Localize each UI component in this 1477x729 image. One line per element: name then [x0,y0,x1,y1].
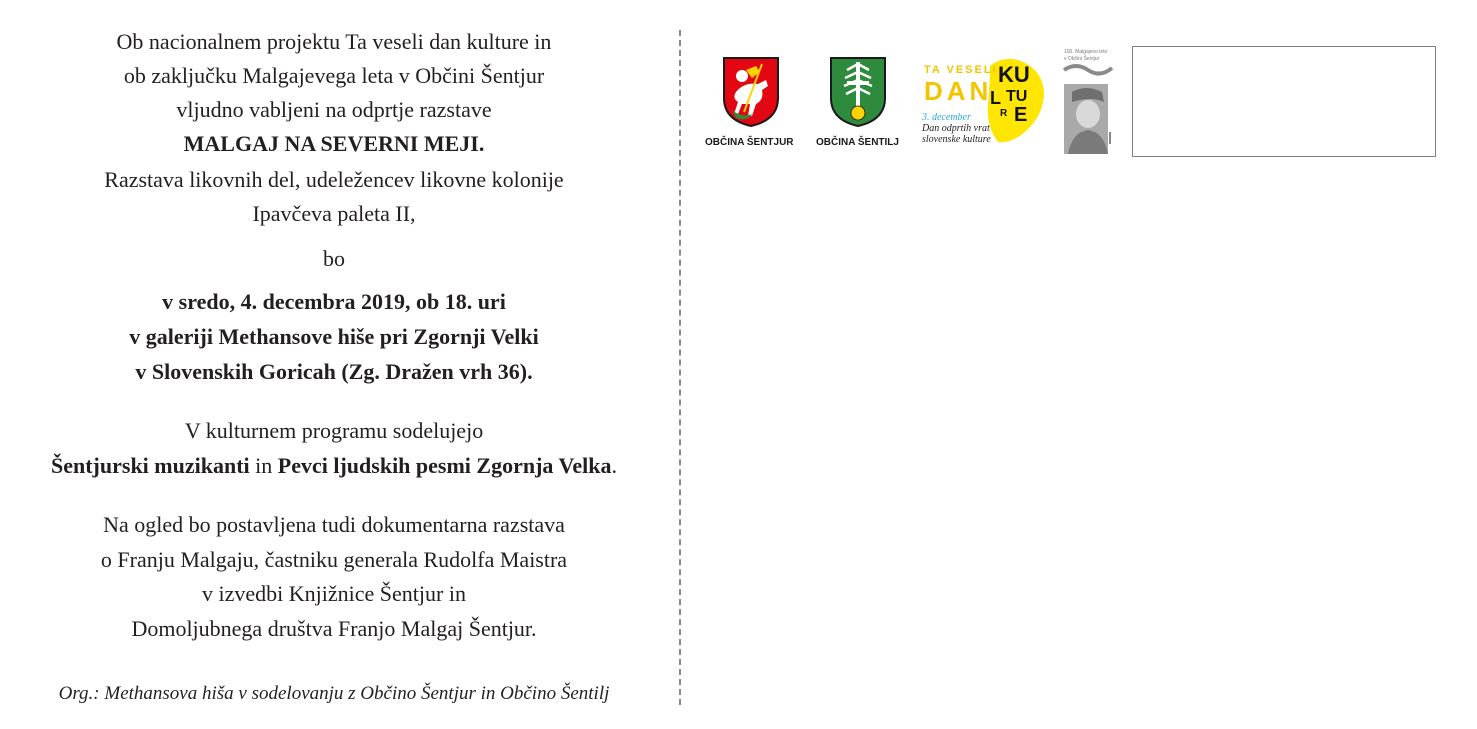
kulture-letters-4: R [1000,108,1008,119]
event-address: v Slovenskih Goricah (Zg. Dražen vrh 36). [135,359,533,384]
performer-2: Pevci ljudskih pesmi Zgornja Velka [277,453,612,478]
sentjur-coat-of-arms-icon [722,56,780,128]
program-performers [0,451,668,481]
malgaj-year-line1: 100. Malgajevo leto [1064,49,1108,55]
sentilj-coat-of-arms-icon [829,56,887,128]
event-venue: v galeriji Methansove hiše pri Zgornji Velki [129,324,539,349]
exhibition-subtitle-2: Ipavčeva paleta II, [252,201,416,226]
program-intro: V kulturnem programu sodelujejo [184,418,484,443]
documentary-line-2: o Franju Malgaju, častniku generala Rudolfa Maistra [100,547,568,572]
performer-end: . [611,453,617,478]
documentary-line-1: Na ogled bo postavljena tudi dokumentarna razstava [103,512,565,537]
performer-1: Šentjurski muzikanti [51,453,250,478]
sentilj-caption: OBČINA ŠENTILJ [816,137,899,148]
organizer-note: Org.: Methansova hiša v sodelovanju z Občino Šentjur in Občino Šentilj [58,683,610,704]
dan-kulture-line1: Dan odprtih vrat [922,123,990,134]
dan-kulture-line2: slovenske kulture [922,134,991,145]
exhibition-subtitle-1: Razstava likovnih del, udeležencev likovne kolonije [104,167,564,192]
malgaj-portrait-icon [1062,62,1114,156]
bo-line: bo [323,246,345,271]
address-box [1132,46,1436,157]
dan-kulture-date: 3. december [922,112,971,123]
ta-veseli-text: TA VESELI [924,64,998,76]
intro-line-3: vljudno vabljeni na odprtje razstave [176,97,492,122]
documentary-line-4: Domoljubnega društva Franjo Malgaj Šentjur. [131,616,537,641]
kulture-letters-5: E [1014,104,1028,126]
intro-line-1: Ob nacionalnem projektu Ta veseli dan kulture in [116,29,552,54]
sentjur-caption: OBČINA ŠENTJUR [705,137,794,148]
documentary-line-3: v izvedbi Knjižnice Šentjur in [202,581,466,606]
malgaj-year-line2: v Občini Šentjur [1064,56,1100,62]
intro-line-2: ob zaključku Malgajevega leta v Občini Šentjur [123,63,545,88]
kulture-letters-2: L [990,88,1001,108]
performer-connector: in [249,453,278,478]
event-date: v sredo, 4. decembra 2019, ob 18. uri [162,289,506,314]
fold-divider [679,30,681,705]
dan-text: DAN [924,76,993,106]
exhibition-title: MALGAJ NA SEVERNI MEJI. [183,131,485,156]
kulture-letters-1: KU [998,62,1030,87]
kulture-letters-3: TU [1006,88,1028,105]
